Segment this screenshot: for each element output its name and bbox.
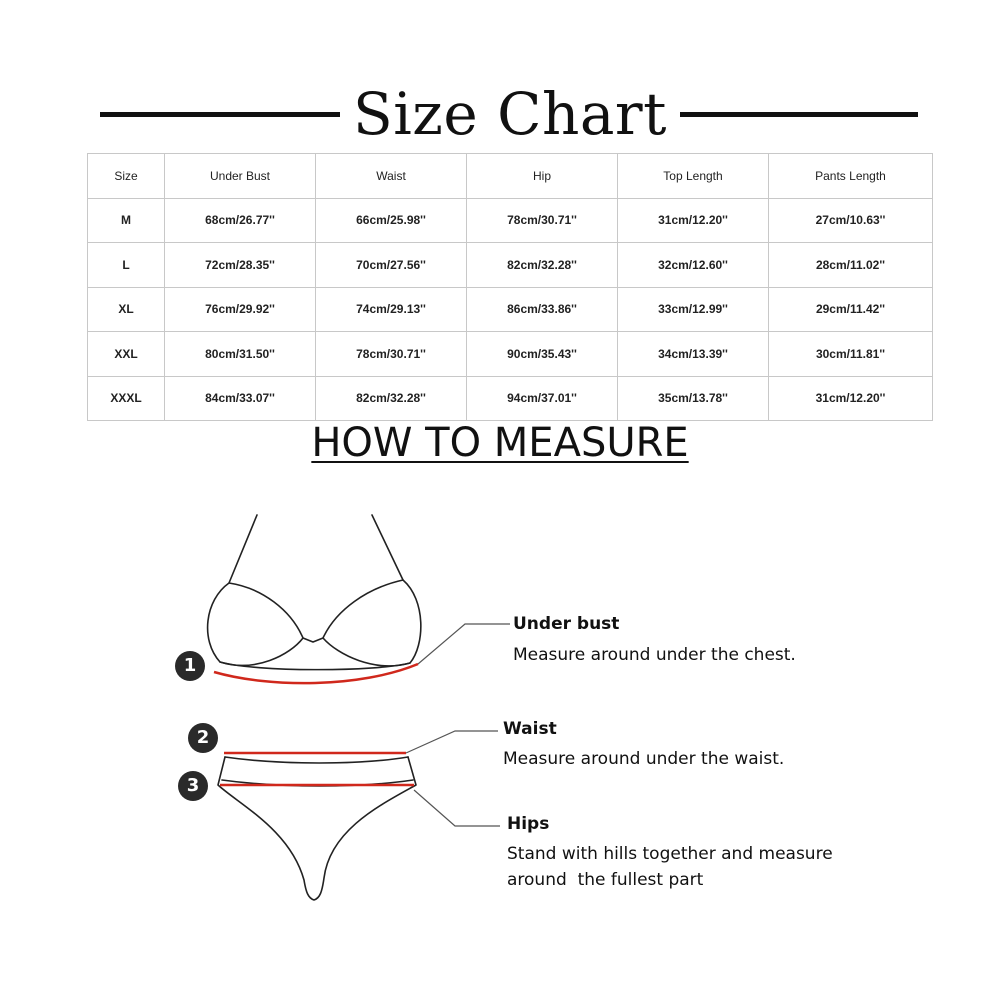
header-pants-length: Pants Length — [769, 154, 933, 199]
title-rule-right — [680, 112, 918, 117]
step-1-badge: 1 — [175, 651, 205, 681]
table-header-row — [88, 154, 933, 199]
page-title: Size Chart — [353, 80, 667, 148]
table-row — [88, 332, 933, 377]
header-hip: Hip — [467, 154, 618, 199]
table-cell: 68cm/26.77'' — [165, 198, 316, 243]
table-cell: M — [88, 198, 165, 243]
size-table — [87, 153, 933, 421]
table-cell: 27cm/10.63'' — [769, 198, 933, 243]
table-cell: 82cm/32.28'' — [467, 243, 618, 288]
header-top-length: Top Length — [618, 154, 769, 199]
hips-description-line-2: around the fullest part — [507, 870, 704, 890]
table-cell: XXL — [88, 332, 165, 377]
table-cell: 31cm/12.20'' — [769, 376, 933, 421]
table-cell: 28cm/11.02'' — [769, 243, 933, 288]
waist-label: Waist — [503, 719, 557, 739]
table-cell: 94cm/37.01'' — [467, 376, 618, 421]
hips-label: Hips — [507, 814, 550, 834]
table-cell: 82cm/32.28'' — [316, 376, 467, 421]
table-cell: 72cm/28.35'' — [165, 243, 316, 288]
bottom-outline — [218, 757, 416, 900]
table-cell: 90cm/35.43'' — [467, 332, 618, 377]
title-bar — [0, 78, 1000, 158]
table-cell: 70cm/27.56'' — [316, 243, 467, 288]
bikini-top-illustration — [208, 515, 421, 670]
table-cell: 30cm/11.81'' — [769, 332, 933, 377]
hip-leader-line — [414, 790, 500, 826]
under-bust-leader-line — [418, 624, 510, 664]
table-cell: 34cm/13.39'' — [618, 332, 769, 377]
step-2-badge: 2 — [188, 723, 218, 753]
table-cell: 78cm/30.71'' — [467, 198, 618, 243]
bottom-waistband-bottom — [222, 780, 413, 786]
left-strap — [229, 515, 257, 583]
how-to-measure-heading — [0, 418, 1000, 468]
waist-description: Measure around under the waist. — [503, 749, 785, 769]
right-strap — [372, 515, 403, 580]
under-bust-measure-line — [214, 664, 418, 683]
table-cell: L — [88, 243, 165, 288]
under-bust-label: Under bust — [513, 614, 620, 634]
under-bust-description: Measure around under the chest. — [513, 645, 796, 665]
table-cell: 33cm/12.99'' — [618, 287, 769, 332]
table-cell: 32cm/12.60'' — [618, 243, 769, 288]
header-waist: Waist — [316, 154, 467, 199]
table-cell: 66cm/25.98'' — [316, 198, 467, 243]
table-cell: 86cm/33.86'' — [467, 287, 618, 332]
right-cup — [323, 580, 421, 666]
table-row — [88, 243, 933, 288]
header-under-bust: Under Bust — [165, 154, 316, 199]
table-cell: 29cm/11.42'' — [769, 287, 933, 332]
header-size: Size — [88, 154, 165, 199]
bottom-waistband-top — [225, 757, 408, 763]
table-cell: 78cm/30.71'' — [316, 332, 467, 377]
title-rule-left — [100, 112, 340, 117]
table-row — [88, 376, 933, 421]
table-cell: 74cm/29.13'' — [316, 287, 467, 332]
table-cell: 31cm/12.20'' — [618, 198, 769, 243]
table-row — [88, 287, 933, 332]
table-cell: 84cm/33.07'' — [165, 376, 316, 421]
table-cell: XL — [88, 287, 165, 332]
left-cup — [208, 583, 303, 665]
table-cell: XXXL — [88, 376, 165, 421]
center-gore — [303, 638, 323, 642]
waist-leader-line — [406, 731, 498, 753]
how-to-measure-text: HOW TO MEASURE — [311, 420, 689, 466]
bikini-bottom-illustration — [218, 757, 416, 900]
band — [220, 662, 410, 670]
table-cell: 35cm/13.78'' — [618, 376, 769, 421]
table-cell: 80cm/31.50'' — [165, 332, 316, 377]
hips-description-line-1: Stand with hills together and measure — [507, 844, 833, 864]
step-3-badge: 3 — [178, 771, 208, 801]
table-cell: 76cm/29.92'' — [165, 287, 316, 332]
table-row — [88, 198, 933, 243]
